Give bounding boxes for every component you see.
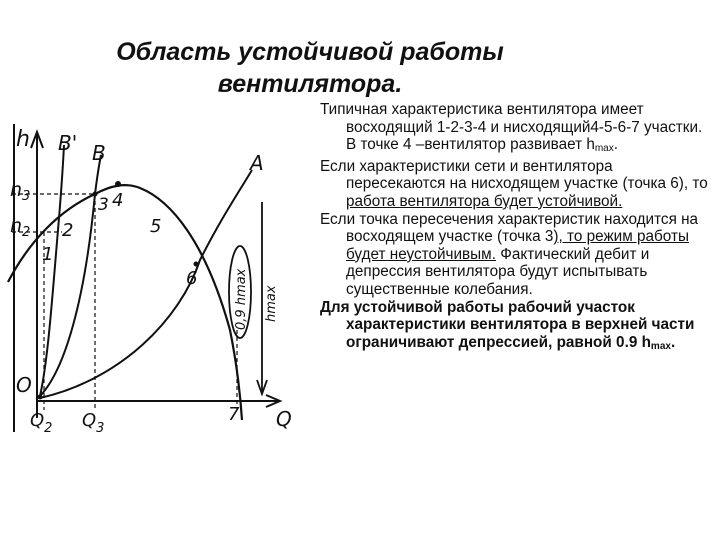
slide-title (60, 36, 560, 100)
09hmax-label: 0,9 hmax (234, 268, 249, 330)
hmax-label: hmax (264, 285, 279, 322)
h2-label: $h_2$ (10, 215, 31, 240)
point-6-dot (194, 262, 199, 267)
curve-b-label: B (92, 141, 106, 165)
paragraph-typical-characteristic: Типичная характеристика вентилятора имеет восходящий 1-2-3-4 и нисходящий4-5-6-7 участки. В точке 4 –вентилятор развивает $h_{max}$. (320, 101, 703, 155)
origin-label: O (16, 373, 32, 397)
title-line-1: Область устойчивой работы (116, 38, 504, 66)
point-2-label: 2 (62, 220, 74, 241)
point-4-dot (115, 181, 121, 187)
point-1-label: 1 (42, 244, 54, 265)
paragraph-stable-operation: Если характеристики сети и вентилятора пересекаются на нисходящем участке (точка 6), то работа вентилятора будет устойчивой. (320, 157, 708, 210)
point-3-dot (93, 192, 98, 197)
network-curve-a (40, 170, 252, 398)
curve-b-prime-label: B' (58, 131, 78, 155)
q3-label: $Q_3$ (82, 410, 105, 436)
axis-q-label: Q (276, 407, 292, 431)
q2-label: $Q_2$ (30, 410, 53, 436)
point-3-label: 3 (98, 195, 109, 215)
title-line-2: вентилятора. (217, 70, 403, 98)
point-6-label: 6 (186, 268, 198, 289)
paragraph-working-limit: Для устойчивой работы рабочий участок характеристики вентилятора в верхней части ограничивают депрессией, равной 0.9 $h_{max}$. (320, 298, 695, 352)
axis-h-label: h (16, 127, 30, 152)
point-7-label: 7 (228, 404, 240, 425)
fan-characteristic-diagram (0, 110, 312, 450)
point-4-label: 4 (112, 190, 124, 211)
paragraph-unstable-operation: Если точка пересечения характеристик находится на восходящем участке (точка 3), то режим работы будет неустойчивым. Фактический дебит и депрессия вентилятора будут испытывать существенные колебания. (320, 210, 699, 298)
network-curve-b (40, 155, 101, 396)
h3-label: $h_3$ (10, 179, 31, 204)
explanation-text (320, 101, 716, 355)
point-5-label: 5 (150, 216, 162, 237)
origin-dot (38, 395, 43, 400)
curve-a-label: A (250, 151, 264, 175)
